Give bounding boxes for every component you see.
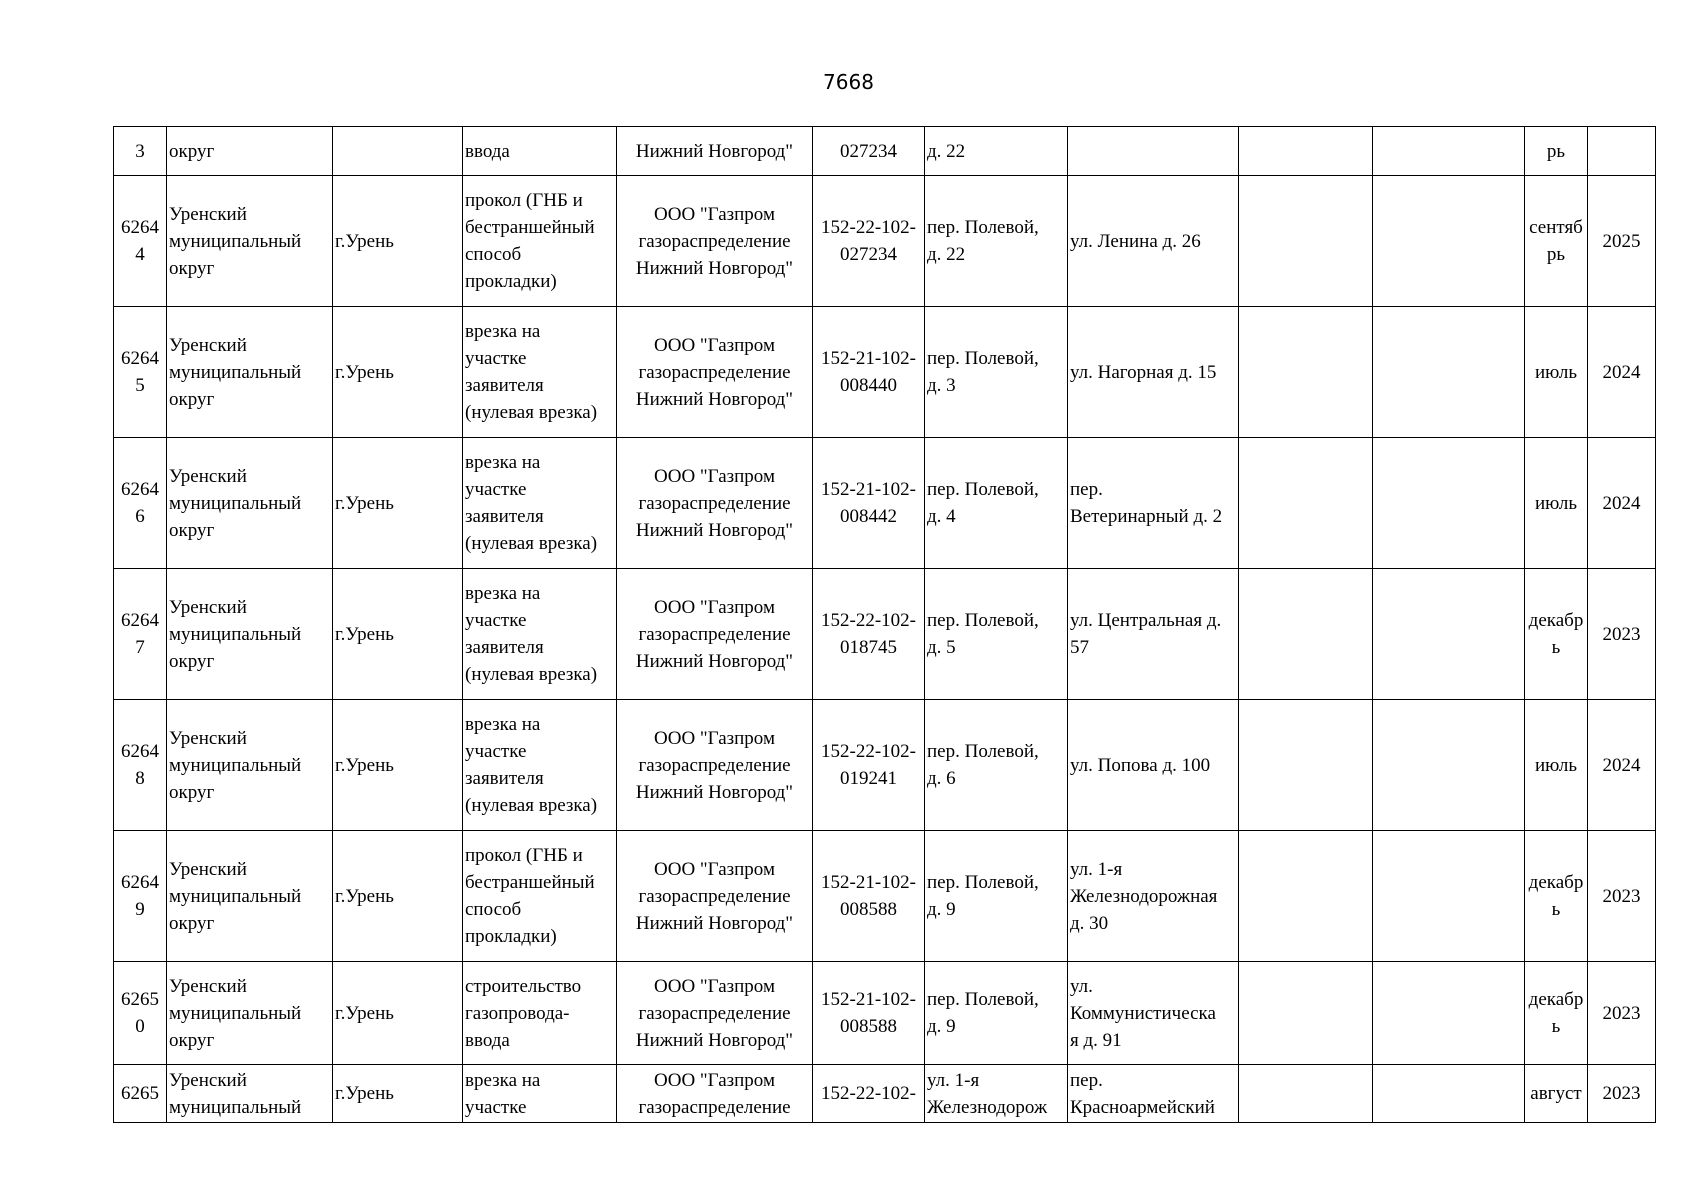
object-address-cell: [1068, 569, 1239, 700]
organization-cell: [617, 831, 813, 962]
row-number-text: 6264 6: [121, 479, 159, 527]
gas-connection-table: [113, 126, 1656, 1123]
application-code-cell: [813, 176, 925, 307]
application-code-cell: [813, 831, 925, 962]
object-address-cell: [1068, 438, 1239, 569]
empty-cell: [1373, 127, 1525, 176]
connection-method-text: врезка на участке заявителя (нулевая врезка): [465, 714, 598, 816]
application-code-text: 152-22-102-: [821, 1083, 916, 1104]
row-number-cell: [114, 831, 167, 962]
object-address-cell: [1068, 127, 1239, 176]
district-text: Уренский муниципальный округ: [169, 465, 302, 541]
month-text: август: [1530, 1083, 1582, 1104]
source-gas-pipeline-text: пер. Полевой, д. 9: [927, 872, 1039, 920]
empty-cell: [1373, 831, 1525, 962]
application-code-cell: [813, 700, 925, 831]
connection-method-cell: [463, 307, 617, 438]
row-number-text: 6264 5: [121, 348, 159, 396]
connection-method-cell: [463, 176, 617, 307]
connection-method-cell: [463, 962, 617, 1065]
application-code-text: 152-22-102- 027234: [821, 217, 916, 265]
object-address-cell: [1068, 962, 1239, 1065]
table-row: [114, 307, 1656, 438]
empty-cell: [1239, 962, 1373, 1065]
month-text: декабр ь: [1528, 610, 1584, 658]
empty-cell: [1239, 127, 1373, 176]
source-gas-pipeline-text: пер. Полевой, д. 6: [927, 741, 1039, 789]
year-cell: [1588, 438, 1656, 569]
source-gas-pipeline-text: пер. Полевой, д. 22: [927, 217, 1039, 265]
year-cell: [1588, 127, 1656, 176]
table-row: [114, 176, 1656, 307]
application-code-text: 152-21-102- 008588: [821, 872, 916, 920]
year-cell: [1588, 962, 1656, 1065]
settlement-text: г.Урень: [335, 1083, 394, 1104]
empty-cell: [1373, 700, 1525, 831]
district-cell: [167, 307, 333, 438]
district-text: округ: [169, 140, 215, 162]
organization-cell: [617, 700, 813, 831]
source-gas-pipeline-text: д. 22: [927, 140, 966, 162]
application-code-text: 152-21-102- 008440: [821, 348, 916, 396]
organization-text: ООО "Газпром газораспределение Нижний Новгород": [635, 975, 794, 1051]
application-code-cell: [813, 438, 925, 569]
source-gas-pipeline-text: пер. Полевой, д. 4: [927, 479, 1039, 527]
year-cell: [1588, 307, 1656, 438]
year-text: 2023: [1602, 885, 1641, 907]
organization-cell: [617, 176, 813, 307]
year-cell: [1588, 176, 1656, 307]
object-address-cell: [1068, 307, 1239, 438]
settlement-cell: [333, 700, 463, 831]
source-gas-pipeline-cell: [925, 700, 1068, 831]
organization-cell: [617, 962, 813, 1065]
organization-text: ООО "Газпром газораспределение Нижний Новгород": [635, 203, 794, 279]
object-address-text: ул. Центральная д. 57: [1070, 610, 1222, 658]
source-gas-pipeline-cell: [925, 831, 1068, 962]
connection-method-text: прокол (ГНБ и бестраншейный способ прокладки): [465, 845, 595, 947]
empty-cell: [1239, 176, 1373, 307]
district-cell: [167, 962, 333, 1065]
empty-cell: [1373, 438, 1525, 569]
organization-text: ООО "Газпром газораспределение Нижний Новгород": [635, 334, 794, 410]
object-address-text: ул. Нагорная д. 15: [1070, 361, 1217, 383]
row-number-text: 6264 8: [121, 741, 159, 789]
settlement-text: г.Урень: [335, 492, 394, 514]
month-text: июль: [1534, 754, 1578, 776]
organization-cell: [617, 307, 813, 438]
table-row: [114, 127, 1656, 176]
empty-cell: [1373, 307, 1525, 438]
district-text: Уренский муниципальный округ: [169, 203, 302, 279]
empty-cell: [1373, 1065, 1525, 1123]
row-number-cell: [114, 438, 167, 569]
object-address-text: пер. Красноармейский: [1070, 1069, 1215, 1118]
row-number-text: 6265 0: [121, 989, 159, 1037]
object-address-cell: [1068, 1065, 1239, 1123]
organization-text: ООО "Газпром газораспределение Нижний Новгород": [635, 465, 794, 541]
source-gas-pipeline-text: ул. 1-я Железнодорож: [927, 1069, 1048, 1118]
source-gas-pipeline-text: пер. Полевой, д. 9: [927, 989, 1039, 1037]
month-text: сентяб рь: [1529, 217, 1583, 265]
application-code-text: 152-22-102- 018745: [821, 610, 916, 658]
connection-method-cell: [463, 127, 617, 176]
row-number-text: 6264 9: [121, 872, 159, 920]
row-number-cell: [114, 569, 167, 700]
year-text: 2024: [1602, 361, 1641, 383]
year-text: 2023: [1602, 1002, 1641, 1024]
year-cell: [1588, 831, 1656, 962]
source-gas-pipeline-cell: [925, 1065, 1068, 1123]
empty-cell: [1373, 176, 1525, 307]
settlement-text: г.Урень: [335, 623, 394, 645]
object-address-text: ул. Попова д. 100: [1070, 754, 1211, 776]
year-text: 2024: [1602, 754, 1641, 776]
source-gas-pipeline-text: пер. Полевой, д. 5: [927, 610, 1039, 658]
month-text: декабр ь: [1528, 989, 1584, 1037]
source-gas-pipeline-cell: [925, 569, 1068, 700]
settlement-text: г.Урень: [335, 1002, 394, 1024]
settlement-cell: [333, 127, 463, 176]
organization-text: Нижний Новгород": [635, 140, 794, 162]
connection-method-cell: [463, 569, 617, 700]
year-text: 2025: [1602, 230, 1641, 252]
month-text: июль: [1534, 492, 1578, 514]
organization-text: ООО "Газпром газораспределение Нижний Новгород": [635, 858, 794, 934]
row-number-cell: [114, 176, 167, 307]
year-cell: [1588, 1065, 1656, 1123]
settlement-text: г.Урень: [335, 754, 394, 776]
month-text: июль: [1534, 361, 1578, 383]
year-text: 2024: [1602, 492, 1641, 514]
source-gas-pipeline-cell: [925, 962, 1068, 1065]
district-text: Уренский муниципальный округ: [169, 727, 302, 803]
district-text: Уренский муниципальный округ: [169, 858, 302, 934]
organization-text: ООО "Газпром газораспределение Нижний Новгород": [635, 727, 794, 803]
table-row: [114, 831, 1656, 962]
empty-cell: [1239, 700, 1373, 831]
organization-cell: [617, 127, 813, 176]
row-number-text: 6265: [121, 1083, 159, 1104]
settlement-text: г.Урень: [335, 361, 394, 383]
settlement-cell: [333, 176, 463, 307]
district-cell: [167, 176, 333, 307]
connection-method-text: ввода: [465, 140, 510, 162]
application-code-cell: [813, 127, 925, 176]
connection-method-cell: [463, 700, 617, 831]
month-cell: [1525, 962, 1588, 1065]
year-text: 2023: [1602, 623, 1641, 645]
district-cell: [167, 569, 333, 700]
settlement-cell: [333, 438, 463, 569]
month-text: рь: [1546, 140, 1566, 162]
application-code-cell: [813, 569, 925, 700]
settlement-cell: [333, 569, 463, 700]
month-cell: [1525, 176, 1588, 307]
organization-cell: [617, 438, 813, 569]
settlement-text: г.Урень: [335, 885, 394, 907]
row-number-cell: [114, 127, 167, 176]
source-gas-pipeline-cell: [925, 438, 1068, 569]
source-gas-pipeline-cell: [925, 127, 1068, 176]
application-code-text: 027234: [840, 140, 897, 162]
table-row: [114, 1065, 1656, 1123]
connection-method-text: врезка на участке заявителя (нулевая врезка): [465, 452, 598, 554]
connection-method-cell: [463, 831, 617, 962]
empty-cell: [1239, 438, 1373, 569]
row-number-text: 6264 7: [121, 610, 159, 658]
application-code-text: 152-21-102- 008442: [821, 479, 916, 527]
year-cell: [1588, 700, 1656, 831]
object-address-text: ул. Ленина д. 26: [1070, 230, 1201, 252]
district-text: Уренский муниципальный округ: [169, 975, 302, 1051]
organization-cell: [617, 1065, 813, 1123]
row-number-text: 3: [135, 140, 145, 162]
connection-method-text: строительство газопровода- ввода: [465, 975, 582, 1051]
object-address-cell: [1068, 831, 1239, 962]
district-cell: [167, 831, 333, 962]
settlement-text: г.Урень: [335, 230, 394, 252]
district-text: Уренский муниципальный округ: [169, 334, 302, 410]
empty-cell: [1239, 307, 1373, 438]
source-gas-pipeline-cell: [925, 307, 1068, 438]
year-text: 2023: [1602, 1083, 1641, 1104]
settlement-cell: [333, 962, 463, 1065]
month-cell: [1525, 700, 1588, 831]
application-code-cell: [813, 307, 925, 438]
page-number: 7668: [823, 70, 874, 94]
month-cell: [1525, 438, 1588, 569]
month-cell: [1525, 1065, 1588, 1123]
application-code-cell: [813, 1065, 925, 1123]
district-text: Уренский муниципальный округ: [169, 596, 302, 672]
month-cell: [1525, 569, 1588, 700]
row-number-cell: [114, 962, 167, 1065]
empty-cell: [1239, 569, 1373, 700]
district-cell: [167, 127, 333, 176]
month-cell: [1525, 127, 1588, 176]
connection-method-cell: [463, 1065, 617, 1123]
connection-method-cell: [463, 438, 617, 569]
object-address-cell: [1068, 700, 1239, 831]
settlement-cell: [333, 307, 463, 438]
month-text: декабр ь: [1528, 872, 1584, 920]
connection-method-text: врезка на участке: [465, 1069, 541, 1118]
application-code-text: 152-22-102- 019241: [821, 741, 916, 789]
district-text: Уренский муниципальный: [169, 1069, 302, 1118]
row-number-cell: [114, 1065, 167, 1123]
organization-text: ООО "Газпром газораспределение Нижний Новгород": [635, 596, 794, 672]
district-cell: [167, 438, 333, 569]
empty-cell: [1239, 1065, 1373, 1123]
settlement-cell: [333, 831, 463, 962]
table-row: [114, 962, 1656, 1065]
application-code-text: 152-21-102- 008588: [821, 989, 916, 1037]
source-gas-pipeline-cell: [925, 176, 1068, 307]
table-row: [114, 438, 1656, 569]
connection-method-text: прокол (ГНБ и бестраншейный способ прокладки): [465, 190, 595, 292]
row-number-text: 6264 4: [121, 217, 159, 265]
settlement-cell: [333, 1065, 463, 1123]
application-code-cell: [813, 962, 925, 1065]
organization-text: ООО "Газпром газораспределение: [638, 1069, 791, 1118]
table-row: [114, 700, 1656, 831]
district-cell: [167, 700, 333, 831]
row-number-cell: [114, 307, 167, 438]
table-row: [114, 569, 1656, 700]
connection-method-text: врезка на участке заявителя (нулевая врезка): [465, 583, 598, 685]
object-address-text: ул. 1-я Железнодорожная д. 30: [1070, 858, 1218, 934]
empty-cell: [1373, 962, 1525, 1065]
organization-cell: [617, 569, 813, 700]
row-number-cell: [114, 700, 167, 831]
object-address-text: пер. Ветеринарный д. 2: [1070, 479, 1223, 527]
empty-cell: [1239, 831, 1373, 962]
month-cell: [1525, 307, 1588, 438]
district-cell: [167, 1065, 333, 1123]
source-gas-pipeline-text: пер. Полевой, д. 3: [927, 348, 1039, 396]
month-cell: [1525, 831, 1588, 962]
empty-cell: [1373, 569, 1525, 700]
object-address-cell: [1068, 176, 1239, 307]
object-address-text: ул. Коммунистическа я д. 91: [1070, 975, 1216, 1051]
year-cell: [1588, 569, 1656, 700]
connection-method-text: врезка на участке заявителя (нулевая врезка): [465, 321, 598, 423]
